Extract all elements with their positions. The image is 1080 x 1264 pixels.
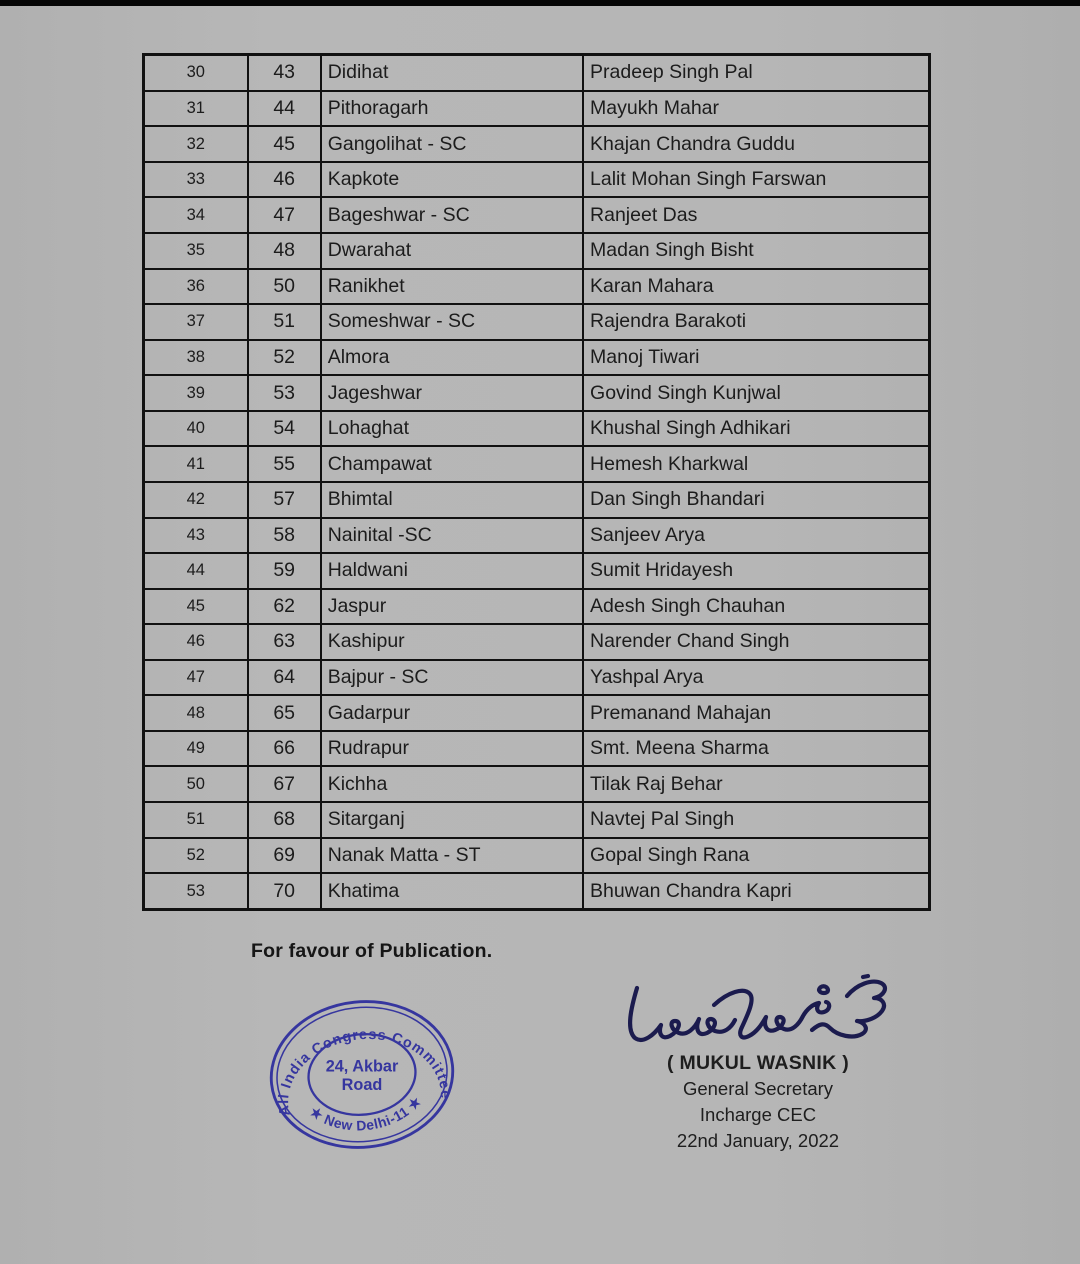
table-row — [144, 55, 930, 91]
ac-number-cell: 44 — [248, 91, 321, 127]
serial-cell: 38 — [144, 340, 248, 376]
serial-cell: 45 — [144, 589, 248, 625]
constituency-cell: Pithoragarh — [321, 91, 583, 127]
serial-cell: 52 — [144, 838, 248, 874]
candidate-cell: Rajendra Barakoti — [583, 304, 929, 340]
constituency-cell: Gadarpur — [321, 695, 583, 731]
candidate-cell: Lalit Mohan Singh Farswan — [583, 162, 929, 198]
table-row — [144, 126, 930, 162]
ac-number-cell: 46 — [248, 162, 321, 198]
table-row — [144, 162, 930, 198]
stamp-center-line2: Road — [341, 1075, 383, 1094]
ac-number-cell: 45 — [248, 126, 321, 162]
serial-cell: 39 — [144, 375, 248, 411]
ac-number-cell: 50 — [248, 269, 321, 305]
constituency-cell: Jageshwar — [321, 375, 583, 411]
table-row — [144, 518, 930, 554]
constituency-cell: Nainital -SC — [321, 518, 583, 554]
table-row — [144, 411, 930, 447]
table-row — [144, 553, 930, 589]
table-row — [144, 838, 930, 874]
serial-cell: 43 — [144, 518, 248, 554]
ac-number-cell: 55 — [248, 446, 321, 482]
candidate-cell: Sumit Hridayesh — [583, 553, 929, 589]
serial-cell: 53 — [144, 873, 248, 909]
ac-number-cell: 68 — [248, 802, 321, 838]
serial-cell: 47 — [144, 660, 248, 696]
constituency-cell: Ranikhet — [321, 269, 583, 305]
serial-cell: 31 — [144, 91, 248, 127]
candidate-table-body — [144, 55, 930, 910]
signatory-title-line2: Incharge CEC — [699, 1104, 817, 1125]
serial-cell: 33 — [144, 162, 248, 198]
candidate-cell: Gopal Singh Rana — [583, 838, 929, 874]
serial-cell: 46 — [144, 624, 248, 660]
ac-number-cell: 57 — [248, 482, 321, 518]
ac-number-cell: 59 — [248, 553, 321, 589]
serial-cell: 49 — [144, 731, 248, 767]
constituency-cell: Bageshwar - SC — [321, 197, 583, 233]
serial-cell: 35 — [144, 233, 248, 269]
candidate-cell: Sanjeev Arya — [583, 518, 929, 554]
serial-cell: 32 — [144, 126, 248, 162]
candidate-cell: Ranjeet Das — [583, 197, 929, 233]
candidate-cell: Bhuwan Chandra Kapri — [583, 873, 929, 909]
ac-number-cell: 54 — [248, 411, 321, 447]
constituency-cell: Lohaghat — [321, 411, 583, 447]
constituency-cell: Bhimtal — [321, 482, 583, 518]
constituency-cell: Dwarahat — [321, 233, 583, 269]
constituency-cell: Khatima — [321, 873, 583, 909]
scan-top-edge — [0, 0, 1080, 6]
stamp-center-line1: 24, Akbar — [325, 1057, 399, 1076]
ac-number-cell: 65 — [248, 695, 321, 731]
serial-cell: 48 — [144, 695, 248, 731]
ac-number-cell: 64 — [248, 660, 321, 696]
ac-number-cell: 51 — [248, 304, 321, 340]
candidate-cell: Hemesh Kharkwal — [583, 446, 929, 482]
table-row — [144, 873, 930, 909]
candidate-cell: Tilak Raj Behar — [583, 766, 929, 802]
candidate-cell: Smt. Meena Sharma — [583, 731, 929, 767]
ac-number-cell: 69 — [248, 838, 321, 874]
constituency-cell: Didihat — [321, 55, 583, 91]
candidate-cell: Pradeep Singh Pal — [583, 55, 929, 91]
table-row — [144, 660, 930, 696]
signatory-date: 22nd January, 2022 — [676, 1130, 840, 1151]
constituency-cell: Rudrapur — [321, 731, 583, 767]
candidate-table — [142, 53, 931, 911]
constituency-cell: Kichha — [321, 766, 583, 802]
table-row — [144, 197, 930, 233]
constituency-cell: Haldwani — [321, 553, 583, 589]
ac-number-cell: 70 — [248, 873, 321, 909]
table-row — [144, 624, 930, 660]
candidate-cell: Manoj Tiwari — [583, 340, 929, 376]
candidate-cell: Premanand Mahajan — [583, 695, 929, 731]
ac-number-cell: 66 — [248, 731, 321, 767]
table-row — [144, 446, 930, 482]
candidate-cell: Karan Mahara — [583, 269, 929, 305]
stamp-arc-top-text: All India Congress Committee — [276, 1026, 453, 1118]
signatory-title-line1: General Secretary — [682, 1078, 834, 1099]
table-row — [144, 269, 930, 305]
ac-number-cell: 52 — [248, 340, 321, 376]
stamp-arc-bottom-text: ★ New Delhi-11 ★ — [306, 1092, 425, 1134]
table-row — [144, 695, 930, 731]
candidate-cell: Dan Singh Bhandari — [583, 482, 929, 518]
constituency-cell: Someshwar - SC — [321, 304, 583, 340]
serial-cell: 42 — [144, 482, 248, 518]
candidate-cell: Govind Singh Kunjwal — [583, 375, 929, 411]
constituency-cell: Jaspur — [321, 589, 583, 625]
ac-number-cell: 48 — [248, 233, 321, 269]
serial-cell: 50 — [144, 766, 248, 802]
ac-number-cell: 53 — [248, 375, 321, 411]
candidate-cell: Khajan Chandra Guddu — [583, 126, 929, 162]
table-row — [144, 766, 930, 802]
table-row — [144, 802, 930, 838]
candidate-cell: Khushal Singh Adhikari — [583, 411, 929, 447]
constituency-cell: Kapkote — [321, 162, 583, 198]
table-row — [144, 375, 930, 411]
candidate-cell: Yashpal Arya — [583, 660, 929, 696]
serial-cell: 37 — [144, 304, 248, 340]
serial-cell: 30 — [144, 55, 248, 91]
serial-cell: 34 — [144, 197, 248, 233]
table-row — [144, 589, 930, 625]
ac-number-cell: 63 — [248, 624, 321, 660]
table-row — [144, 482, 930, 518]
constituency-cell: Champawat — [321, 446, 583, 482]
candidate-cell: Navtej Pal Singh — [583, 802, 929, 838]
candidate-cell: Mayukh Mahar — [583, 91, 929, 127]
constituency-cell: Almora — [321, 340, 583, 376]
serial-cell: 36 — [144, 269, 248, 305]
constituency-cell: Gangolihat - SC — [321, 126, 583, 162]
ac-number-cell: 62 — [248, 589, 321, 625]
congress-committee-stamp — [266, 996, 458, 1152]
table-row — [144, 91, 930, 127]
table-row — [144, 731, 930, 767]
signature-scribble — [616, 972, 908, 1058]
publication-note: For favour of Publication. — [251, 940, 493, 962]
signatory-block — [603, 1050, 913, 1154]
constituency-cell: Sitarganj — [321, 802, 583, 838]
candidate-cell: Narender Chand Singh — [583, 624, 929, 660]
signatory-name: ( MUKUL WASNIK ) — [666, 1052, 850, 1074]
serial-cell: 44 — [144, 553, 248, 589]
table-row — [144, 233, 930, 269]
candidate-cell: Madan Singh Bisht — [583, 233, 929, 269]
table-row — [144, 304, 930, 340]
ac-number-cell: 58 — [248, 518, 321, 554]
serial-cell: 41 — [144, 446, 248, 482]
candidate-cell: Adesh Singh Chauhan — [583, 589, 929, 625]
constituency-cell: Kashipur — [321, 624, 583, 660]
ac-number-cell: 43 — [248, 55, 321, 91]
serial-cell: 40 — [144, 411, 248, 447]
table-row — [144, 340, 930, 376]
constituency-cell: Nanak Matta - ST — [321, 838, 583, 874]
ac-number-cell: 47 — [248, 197, 321, 233]
serial-cell: 51 — [144, 802, 248, 838]
ac-number-cell: 67 — [248, 766, 321, 802]
constituency-cell: Bajpur - SC — [321, 660, 583, 696]
